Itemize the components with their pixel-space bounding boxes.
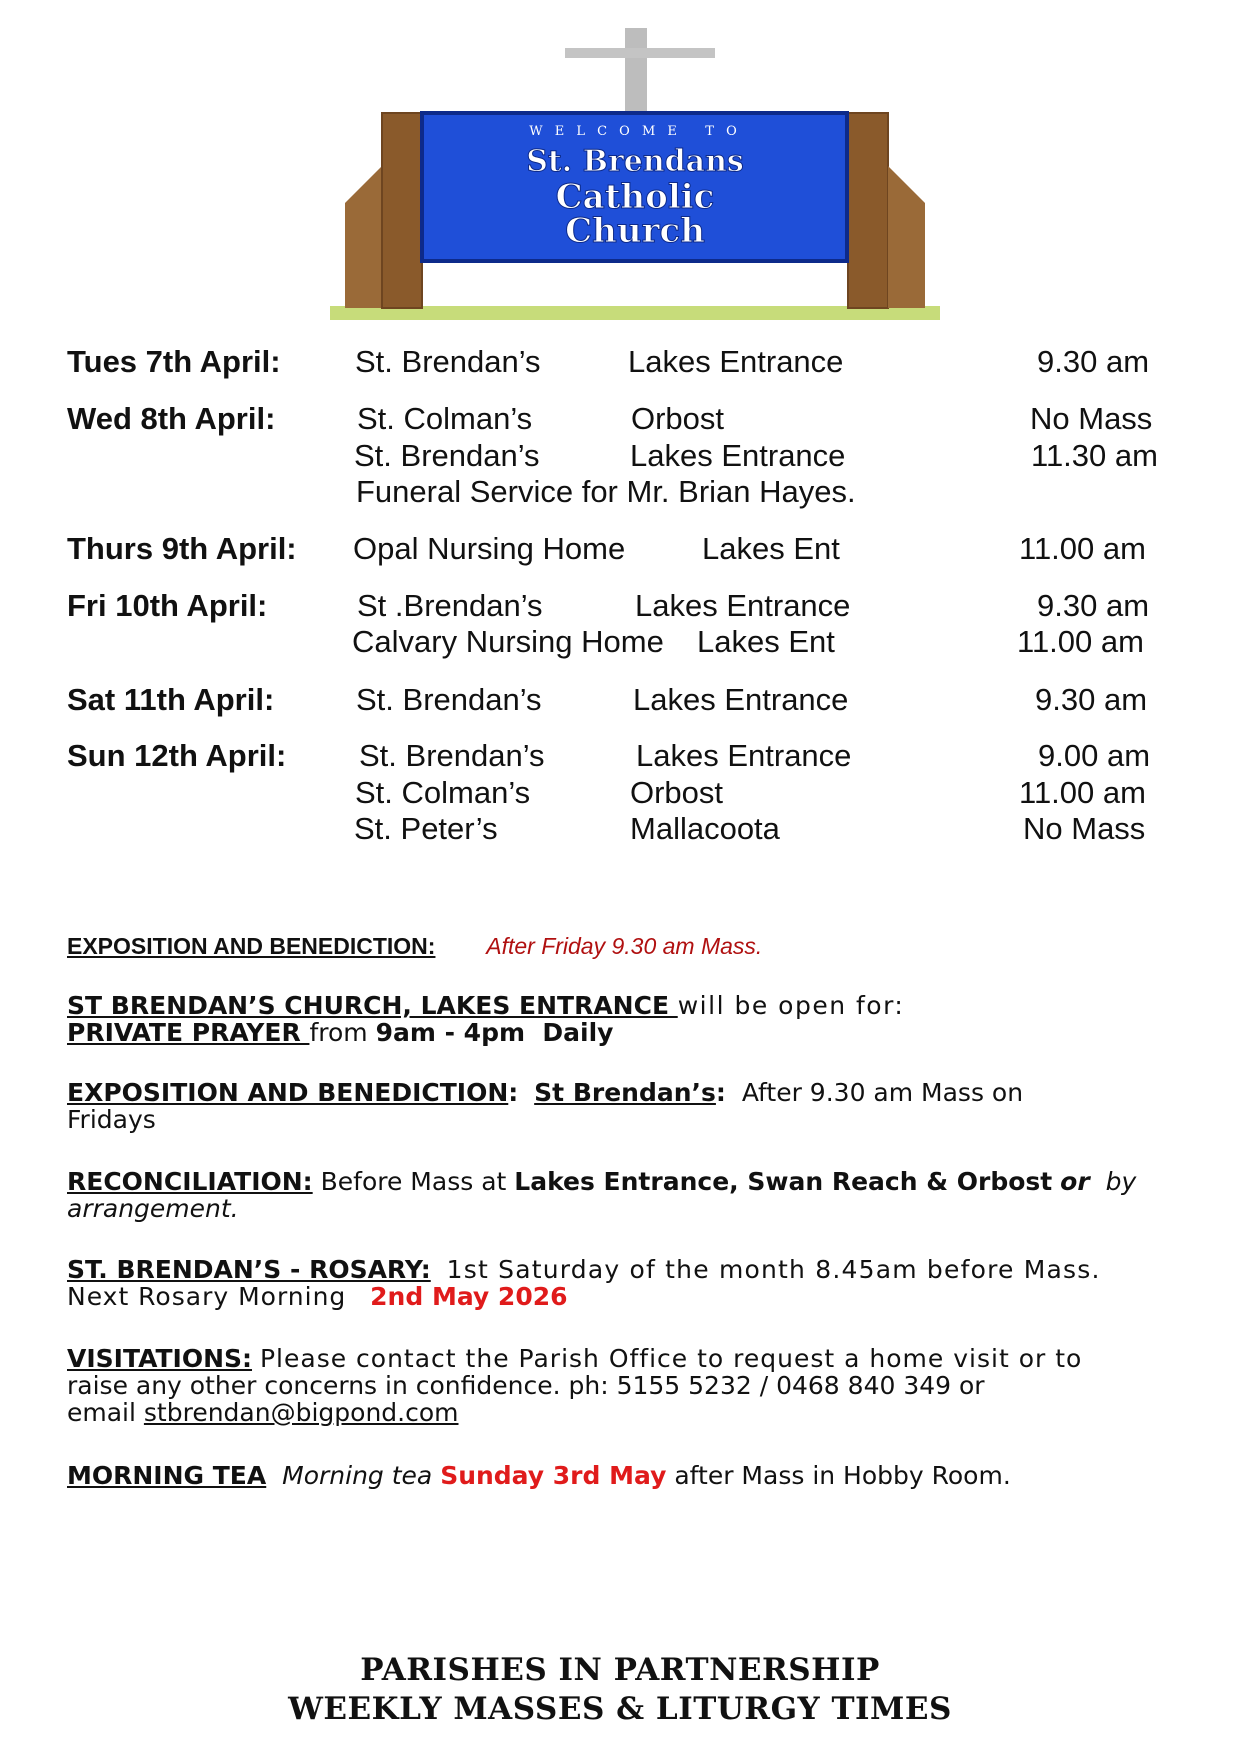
church-name: St. Brendan’s xyxy=(359,738,545,773)
sign-line-2: Catholic xyxy=(555,177,715,217)
rosary-next-date: 2nd May 2026 xyxy=(370,1282,568,1311)
day-sunday: Sun 12th April: xyxy=(67,738,287,773)
reconciliation-places: Lakes Entrance, Swan Reach & Orbost xyxy=(514,1167,1053,1196)
morning-tea-heading: MORNING TEA xyxy=(67,1461,267,1490)
mass-time: 11.00 am xyxy=(1017,624,1144,659)
church-open-text: will be open for: xyxy=(677,991,905,1020)
email-prefix: email xyxy=(67,1398,144,1427)
right-post xyxy=(848,113,888,308)
rosary-text: 1st Saturday of the month 8.45am before Mass. xyxy=(446,1255,1101,1284)
exposition-notice-2 xyxy=(67,1079,1023,1107)
reconciliation-text-2: arrangement. xyxy=(67,1194,239,1223)
location: Lakes Entrance xyxy=(630,438,846,473)
reconciliation-by: by xyxy=(1105,1167,1137,1196)
visitations-email-line xyxy=(67,1399,459,1427)
church-name: St. Brendan’s xyxy=(354,438,540,473)
mass-time: 11.00 am xyxy=(1019,531,1146,566)
rosary-heading: ST. BRENDAN’S - ROSARY: xyxy=(67,1255,431,1284)
church-name: St .Brendan’s xyxy=(357,588,543,623)
church-name: Calvary Nursing Home xyxy=(352,624,664,659)
right-post-brace xyxy=(888,166,925,308)
sign-welcome-text: W E L C O M E T O xyxy=(529,124,741,139)
rosary-next-label: Next Rosary Morning xyxy=(67,1282,347,1311)
church-name: St. Colman’s xyxy=(355,775,531,810)
morning-tea-text: after Mass in Hobby Room. xyxy=(666,1461,1011,1490)
visitations-heading: VISITATIONS: xyxy=(67,1344,253,1373)
location: Lakes Ent xyxy=(697,624,835,659)
location: Orbost xyxy=(631,401,725,436)
footer-line-1: PARISHES IN PARTNERSHIP xyxy=(360,1652,880,1688)
church-name: St. Peter’s xyxy=(354,811,498,846)
church-open-notice xyxy=(67,992,904,1020)
church-name: St. Colman’s xyxy=(357,401,533,436)
exposition-notice xyxy=(67,932,762,960)
location: Lakes Entrance xyxy=(636,738,852,773)
location: Lakes Ent xyxy=(702,531,840,566)
email-link[interactable]: stbrendan@bigpond.com xyxy=(143,1398,459,1427)
sign-line-3: Church xyxy=(565,211,705,251)
colon: : xyxy=(715,1078,726,1107)
day-thursday: Thurs 9th April: xyxy=(67,531,297,566)
day-friday: Fri 10th April: xyxy=(67,588,268,623)
mass-time: 9.00 am xyxy=(1038,738,1151,773)
reconciliation-text: Before Mass at xyxy=(320,1167,515,1196)
mass-time: No Mass xyxy=(1030,401,1153,436)
reconciliation-or: or xyxy=(1060,1167,1090,1196)
exposition-text: After 9.30 am Mass on xyxy=(741,1078,1024,1107)
footer-line-2: WEEKLY MASSES & LITURGY TIMES xyxy=(288,1691,952,1727)
private-prayer-heading: PRIVATE PRAYER xyxy=(67,1018,310,1047)
mass-time: 9.30 am xyxy=(1037,588,1150,623)
reconciliation-heading: RECONCILIATION: xyxy=(67,1167,313,1196)
funeral-note: Funeral Service for Mr. Brian Hayes. xyxy=(356,474,856,509)
exposition-heading-2: EXPOSITION AND BENEDICTION xyxy=(67,1078,509,1107)
day-wednesday: Wed 8th April: xyxy=(67,401,276,436)
visitations-notice xyxy=(67,1345,1082,1373)
colon: : xyxy=(508,1078,519,1107)
left-post xyxy=(382,113,422,308)
exposition-heading: EXPOSITION AND BENEDICTION: xyxy=(67,933,436,959)
mass-time: 11.00 am xyxy=(1019,775,1146,810)
church-name: Opal Nursing Home xyxy=(353,531,626,566)
location: Mallacoota xyxy=(630,811,780,846)
exposition-time: After Friday 9.30 am Mass. xyxy=(486,933,763,959)
location: Orbost xyxy=(630,775,724,810)
rosary-next xyxy=(67,1283,568,1311)
location: Lakes Entrance xyxy=(628,344,844,379)
morning-tea-italic: Morning tea xyxy=(282,1461,441,1490)
cross-horizontal xyxy=(565,48,715,58)
cross-vertical xyxy=(625,28,647,123)
reconciliation-notice xyxy=(67,1168,1136,1196)
church-open-heading: ST BRENDAN’S CHURCH, LAKES ENTRANCE xyxy=(67,991,678,1020)
church-welcome-sign xyxy=(330,28,940,328)
location: Lakes Entrance xyxy=(633,682,849,717)
visitations-text-2: raise any other concerns in confidence. ph: 5155 5232 / 0468 840 349 or xyxy=(67,1371,985,1400)
private-prayer-hours: 9am - 4pm Daily xyxy=(375,1018,614,1047)
left-post-brace xyxy=(345,166,382,308)
st-brendans-label: St Brendan’s xyxy=(534,1078,716,1107)
mass-time: No Mass xyxy=(1023,811,1146,846)
location: Lakes Entrance xyxy=(635,588,851,623)
mass-time: 9.30 am xyxy=(1035,682,1148,717)
sign-line-1: St. Brendans xyxy=(526,144,744,179)
mass-time: 9.30 am xyxy=(1037,344,1150,379)
day-tuesday: Tues 7th April: xyxy=(67,344,281,379)
rosary-notice xyxy=(67,1256,1101,1284)
day-saturday: Sat 11th April: xyxy=(67,682,275,717)
morning-tea-notice xyxy=(67,1462,1011,1490)
mass-time: 11.30 am xyxy=(1031,438,1158,473)
church-name: St. Brendan’s xyxy=(356,682,542,717)
church-name: St. Brendan’s xyxy=(355,344,541,379)
private-prayer-from: from xyxy=(309,1018,376,1047)
morning-tea-date: Sunday 3rd May xyxy=(440,1461,667,1490)
exposition-text-2: Fridays xyxy=(67,1105,156,1134)
visitations-text: Please contact the Parish Office to request a home visit or to xyxy=(259,1344,1083,1373)
private-prayer-notice xyxy=(67,1019,613,1047)
